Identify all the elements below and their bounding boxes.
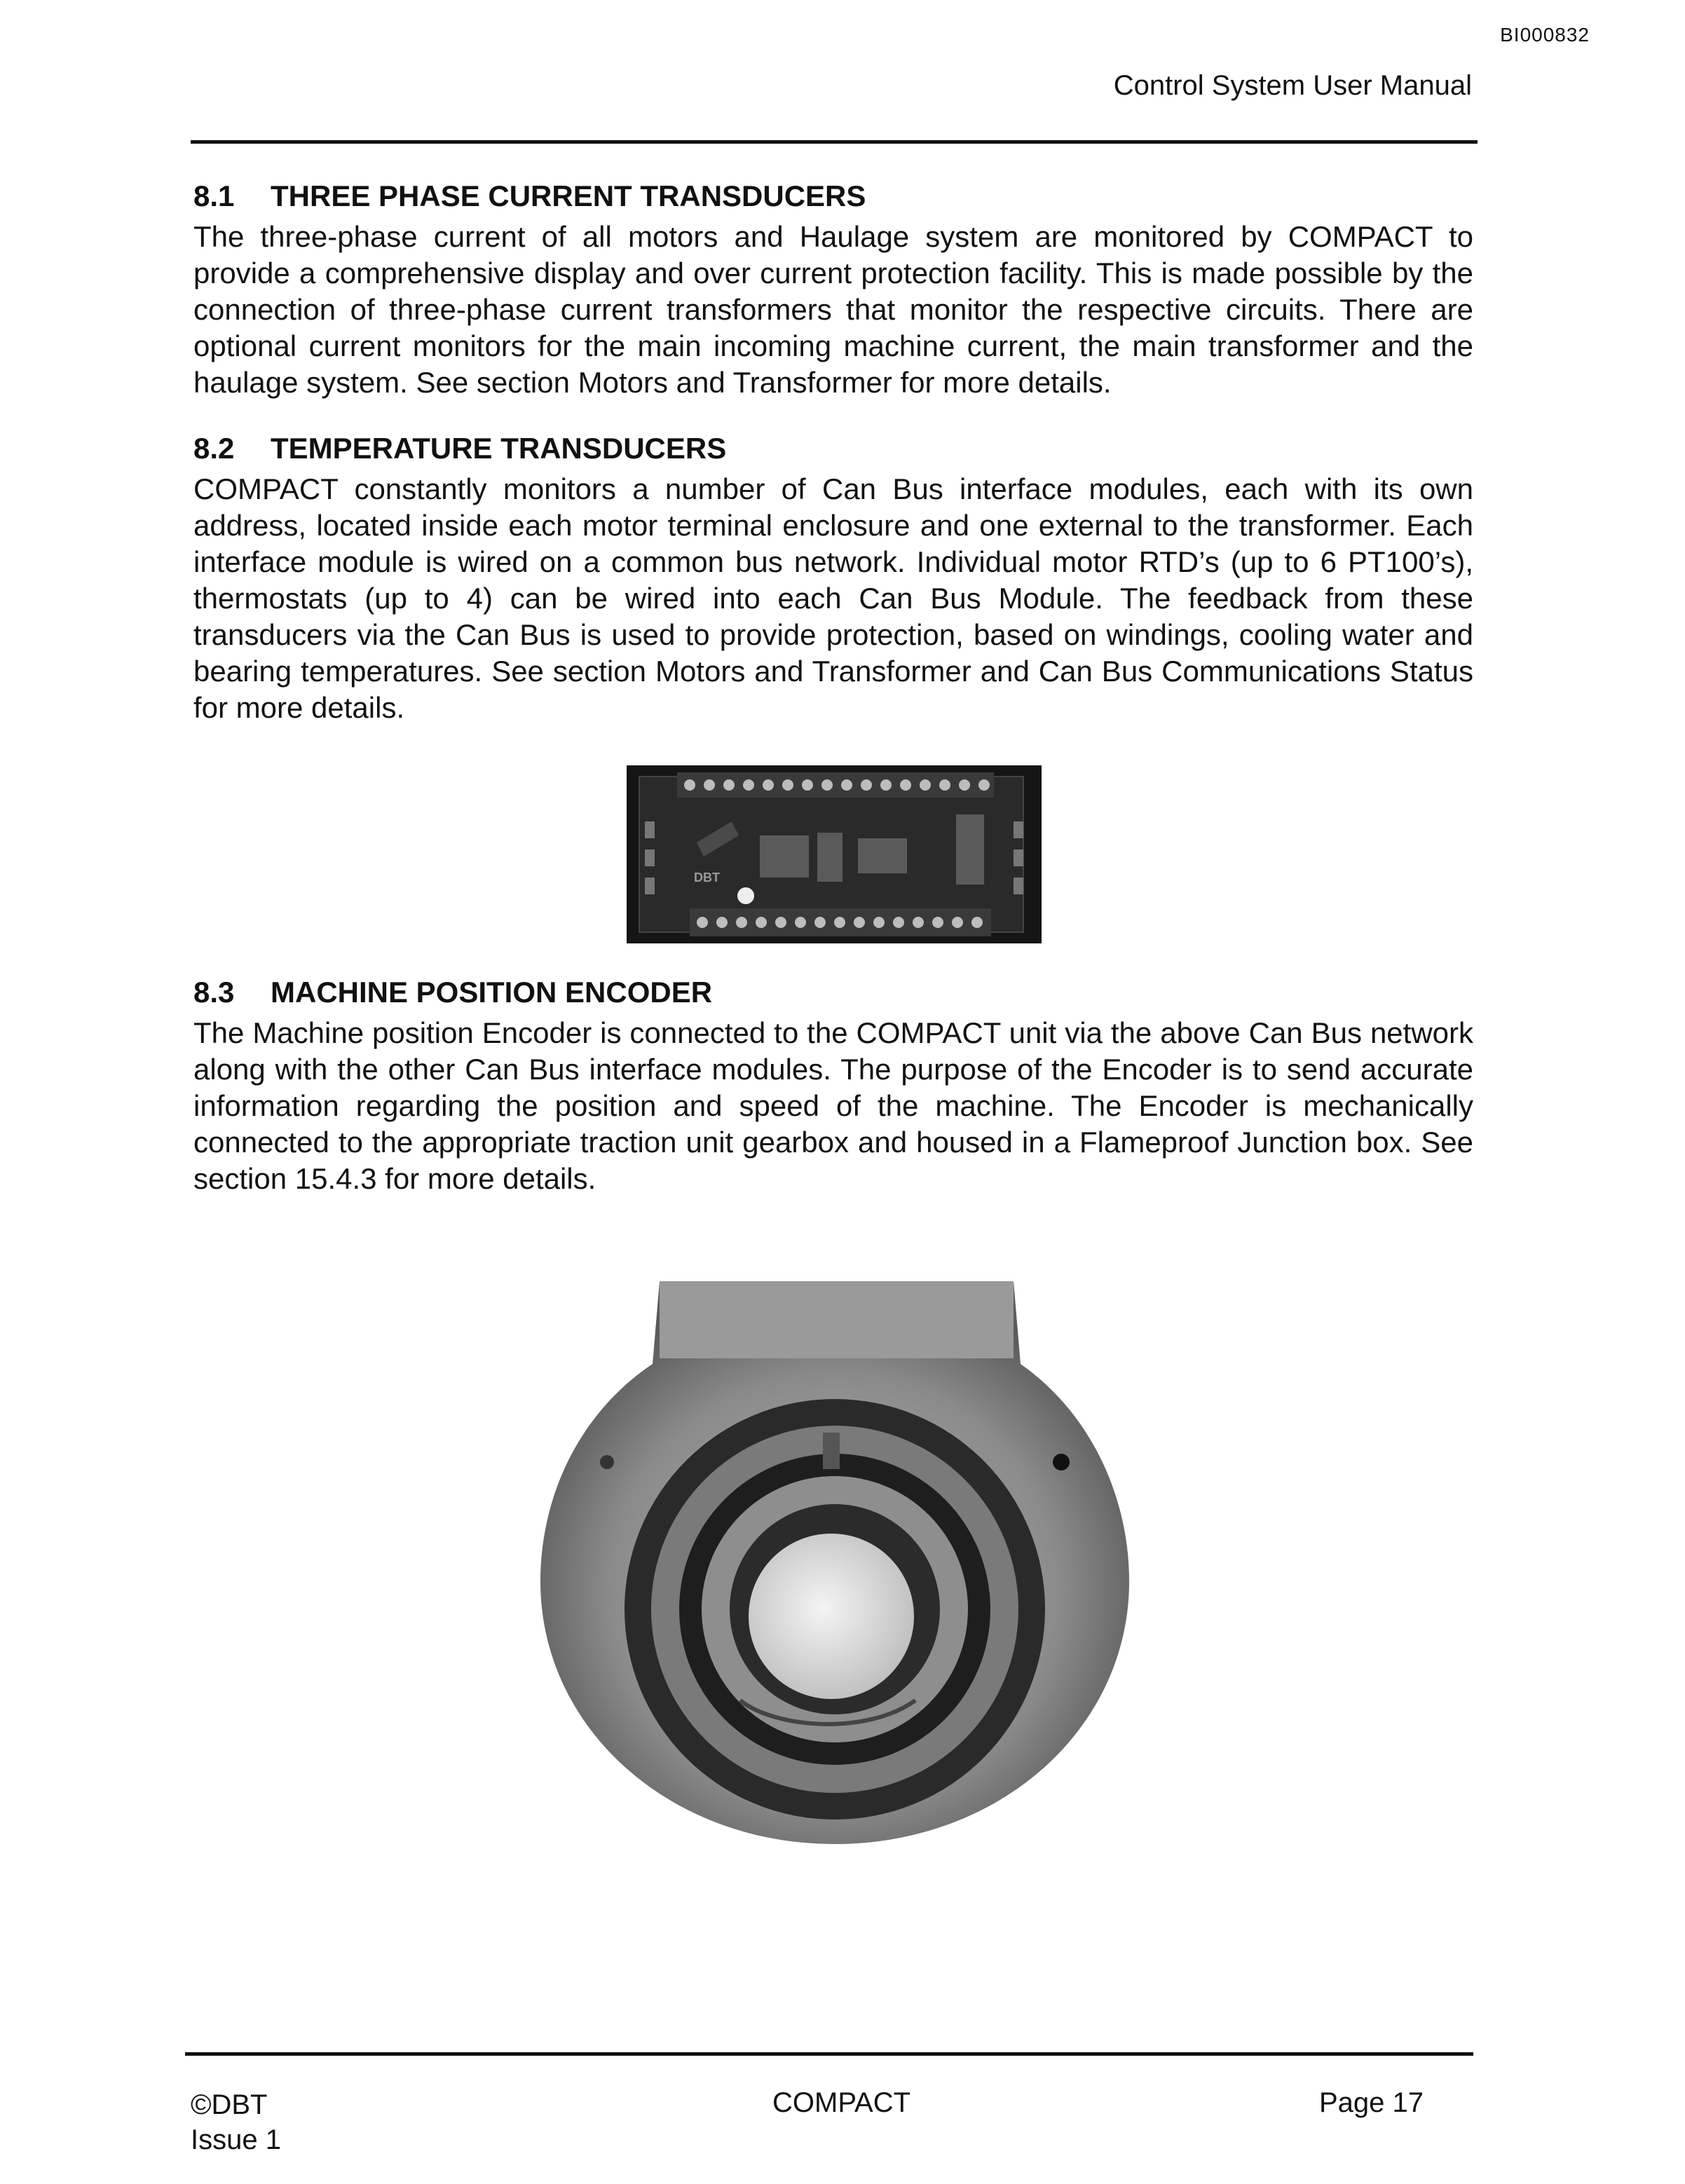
footer-divider — [185, 2052, 1473, 2056]
section-number: 8.3 — [193, 976, 235, 1009]
footer-left — [191, 2087, 281, 2157]
section-8-1 — [193, 178, 1473, 401]
footer-issue: Issue 1 — [191, 2124, 281, 2155]
section-title: TEMPERATURE TRANSDUCERS — [271, 432, 727, 465]
section-8-3 — [193, 974, 1473, 1197]
can-bus-module-photo — [627, 765, 1042, 943]
section-title: MACHINE POSITION ENCODER — [271, 976, 713, 1009]
footer-product: COMPACT — [772, 2087, 911, 2118]
section-heading — [193, 430, 1473, 467]
footer-copyright: ©DBT — [191, 2089, 268, 2120]
section-8-2 — [193, 430, 1473, 726]
document-title: Control System User Manual — [1113, 70, 1472, 101]
header-divider — [191, 140, 1478, 144]
section-body: The three-phase current of all motors and Haulage system are monitored by COMPACT to provide a comprehensive display and over current protection facility. This is made possible by the connection of three-phase current transformers that monitor the respective circuits. There are optional current monitors for the main incoming machine current, the main transformer and the haulage system. See section Motors and Transformer for more details. — [193, 220, 1473, 399]
bates-number: BI000832 — [1500, 24, 1590, 46]
page-content — [193, 178, 1473, 1848]
section-heading — [193, 178, 1473, 214]
section-number: 8.1 — [193, 179, 235, 212]
section-body: COMPACT constantly monitors a number of Can Bus interface modules, each with its own address, located inside each motor terminal enclosure and one external to the transformer. Each interface module is wired on a common bus network. Individual motor RTD’s (up to 6 PT100’s), thermostats (up to 4) can be wired into each Can Bus Module. The feedback from these transducers via the Can Bus is used to provide protection, based on windings, cooling water and bearing temperatures. See section Motors and Transformer and Can Bus Communications Status for more details. — [193, 472, 1473, 724]
pcb-label: DBT — [694, 871, 720, 885]
footer-page-number: Page 17 — [1319, 2087, 1424, 2118]
section-number: 8.2 — [193, 432, 235, 465]
section-heading — [193, 974, 1473, 1011]
section-body: The Machine position Encoder is connected to the COMPACT unit via the above Can Bus network along with the other Can Bus interface modules. The purpose of the Encoder is to send accurate information regarding the position and speed of the machine. The Encoder is mechanically connected to the appropriate traction unit gearbox and housed in a Flameproof Junction box. See section 15.4.3 for more details. — [193, 1016, 1473, 1195]
section-title: THREE PHASE CURRENT TRANSDUCERS — [271, 179, 866, 212]
position-encoder-photo — [537, 1280, 1133, 1848]
